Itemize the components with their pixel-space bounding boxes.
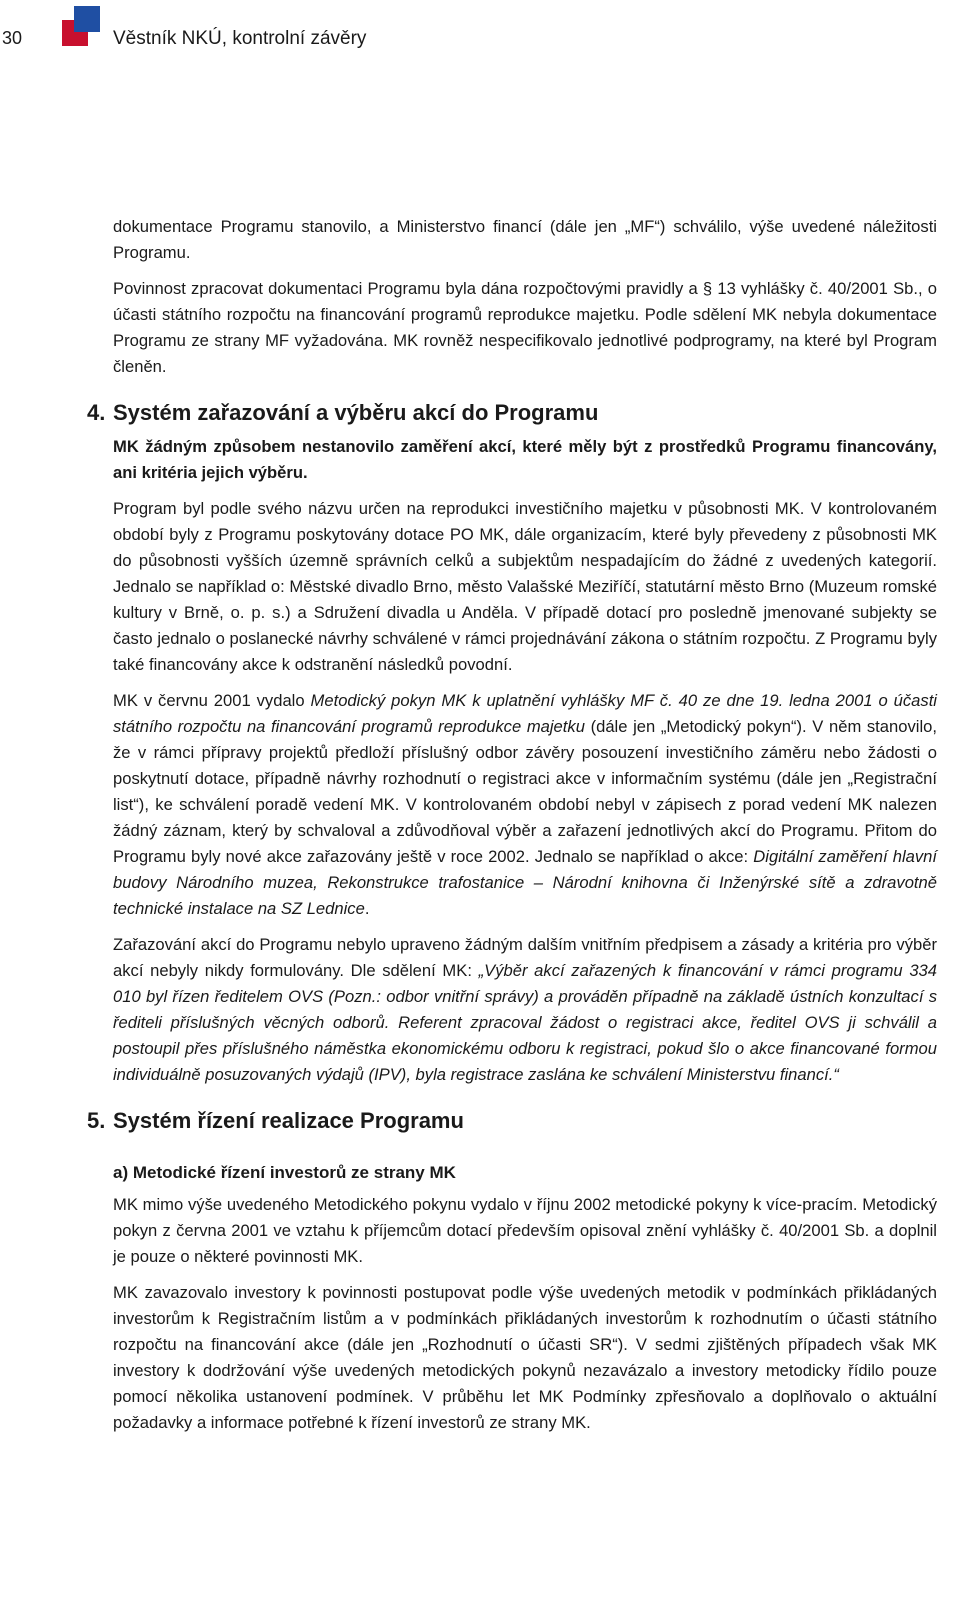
italic-text-run: Digitální zaměření hlavní budovy Národního muzea, Rekonstrukce trafostanice – Národní knihovna či Inženýrské sítě a zdravotně technické instalace na SZ Lednice: [113, 847, 937, 918]
paragraph: MK mimo výše uvedeného Metodického pokynu vydalo v říjnu 2002 metodické pokyny k více-pracím. Metodický pokyn z června 2001 ve vztahu k příjemcům dotací především opisoval znění vyhlášky č. 40/2001 Sb. a doplnil je pouze o některé povinnosti MK.: [113, 1195, 937, 1266]
page-content: [87, 214, 938, 1446]
page-number: 30: [2, 28, 23, 48]
paragraph: MK zavazovalo investory k povinnosti postupovat podle výše uvedených metodik v podmínkách přikládaných investorům k Registračním listům a v podmínkách přikládaných investorům k rozhodnutím o účasti státního rozpočtu na financování akce (dále jen „Rozhodnutí o účasti SR“). V sedmi zjištěných případech však MK investory k dodržování výše uvedených metodických pokynů nezavázalo a investory metodicky řídilo pouze pomocí několika ustanovení podmínek. V průběhu let MK Podmínky zpřesňovalo a doplňovalo o aktuální požadavky a informace potřebné k řízení investorů ze strany MK.: [113, 1283, 937, 1432]
italic-text-run: Metodický pokyn MK k uplatnění vyhlášky MF č. 40 ze dne 19. ledna 2001 o účasti státního rozpočtu na financování programů reprodukce majetku: [113, 691, 937, 736]
page-header: [0, 0, 960, 80]
text-run: (dále jen „Metodický pokyn“). V něm stanovilo, že v rámci přípravy projektů předloží příslušný odbor závěry posouzení investičního záměru nebo žádosti o poskytnutí dotace, případně návrhy rozhodnutí o registraci akce v informačním systému (dále jen „Registrační list“), ke schválení poradě vedení MK. V kontrolovaném období nebyl v zápisech z porad vedení MK nalezen žádný záznam, který by schvaloval a zdůvodňoval výběr a zařazení jednotlivých akcí do Programu. Přitom do Programu byly nové akce zařazovány ještě v roce 2002. Jednalo se například o akce:: [113, 717, 937, 866]
text-run: Zařazování akcí do Programu nebylo upraveno žádným dalším vnitřním předpisem a zásady a kritéria pro výběr akcí nebyly nikdy formulovány. Dle sdělení MK:: [113, 935, 937, 980]
subsection-heading: a) Metodické řízení investorů ze strany MK: [113, 1163, 456, 1182]
nku-logo: [62, 6, 102, 46]
text-run: MK v červnu 2001 vydalo: [113, 691, 311, 710]
running-title: Věstník NKÚ, kontrolní závěry: [113, 28, 367, 49]
paragraph: Program byl podle svého názvu určen na reprodukci investičního majetku v působnosti MK. V kontrolovaném období byly z Programu poskytovány dotace PO MK, dále organizacím, které byly převedeny z působnosti MK do působnosti vyšších územně správních celků a subjektům nespadajícím do žádné z uvedených kategorií. Jednalo se například o: Městské divadlo Brno, město Valašské Meziříčí, statutární město Brno (Muzeum romské kultury v Brně, o. p. s.) a Sdružení divadla u Anděla. V případě dotací pro posledně jmenované subjekty se často jednalo o poslanecké návrhy schválené v rámci projednávání zákona o státním rozpočtu. Z Programu byly také financovány akce k odstranění následků povodní.: [113, 499, 937, 674]
paragraph: dokumentace Programu stanovilo, a Ministerstvo financí (dále jen „MF“) schválilo, výše uvedené náležitosti Programu.: [113, 217, 937, 262]
logo-blue-square: [74, 6, 100, 32]
section-number: 5.: [87, 1108, 106, 1133]
italic-quote: „Výběr akcí zařazených k financování v rámci programu 334 010 byl řízen ředitelem OVS (Pozn.: odbor vnitřní správy) a prováděn případně na základě ústních konzultací s řediteli příslušných věcných odborů. Referent zpracoval žádost o registraci akce, ředitel OVS ji schválil a postoupil přes příslušného náměstka ekonomickému odboru k registraci, pokud šlo o akce financované formou individuálně posuzovaných výdajů (IPV), byla registrace zaslána ke schválení Ministerstvu financí.“: [113, 961, 938, 1084]
section-title: Systém zařazování a výběru akcí do Programu: [113, 400, 599, 425]
paragraph: Povinnost zpracovat dokumentaci Programu byla dána rozpočtovými pravidly a § 13 vyhlášky č. 40/2001 Sb., o účasti státního rozpočtu na financování programů reprodukce majetku. Podle sdělení MK nebyla dokumentace Programu ze strany MF vyžadována. MK rovněž nespecifikovalo jednotlivé podprogramy, na které byl Program členěn.: [113, 279, 937, 376]
section-lead: MK žádným způsobem nestanovilo zaměření akcí, které měly být z prostředků Programu financovány, ani kritéria jejich výběru.: [113, 437, 937, 482]
section-title: Systém řízení realizace Programu: [113, 1108, 464, 1133]
section-heading-4: [87, 398, 937, 428]
text-run: .: [364, 899, 370, 918]
section-heading-5: [87, 1106, 937, 1136]
section-number: 4.: [87, 400, 106, 425]
paragraph: [113, 932, 937, 1088]
paragraph: [113, 688, 937, 922]
